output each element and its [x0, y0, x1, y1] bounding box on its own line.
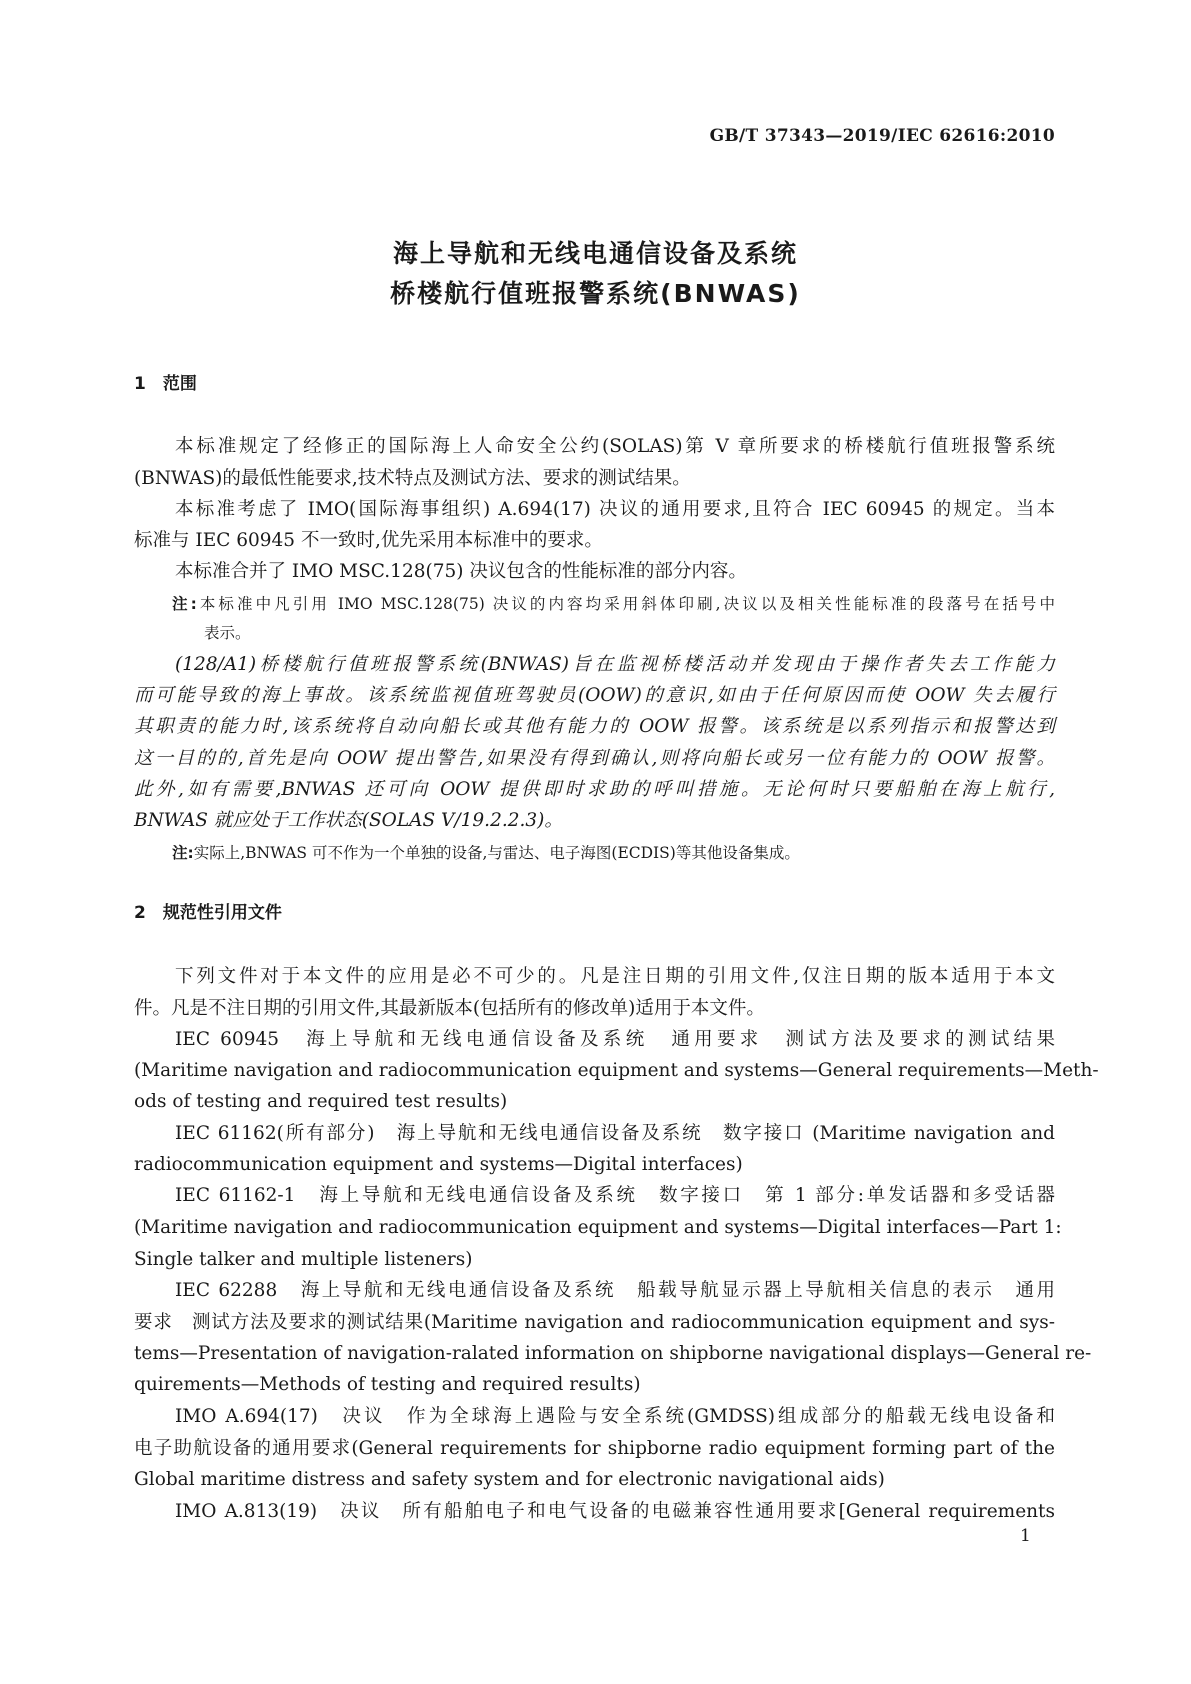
paragraph-line: [134, 1153, 743, 1177]
line-text: IMO A.813(19) 决议 所有船舶电子和电气设备的电磁兼容性通用要求[General requirements: [175, 1501, 1055, 1522]
note-line: [172, 841, 800, 865]
section-heading: [134, 901, 282, 925]
paragraph-line: [134, 1342, 1092, 1366]
paragraph-line: [134, 1059, 1099, 1083]
line-text: BNWAS 就应处于工作状态(SOLAS V/19.2.2.3)。: [134, 810, 563, 831]
paragraph-line: [134, 684, 1055, 708]
line-text: tems—Presentation of navigation-ralated information on shipborne navigational displays—General re-: [134, 1343, 1092, 1364]
line-text: (Maritime navigation and radiocommunication equipment and systems—Digital interfaces—Part 1:: [134, 1217, 1062, 1238]
note-label: 注:: [172, 844, 194, 862]
line-text: quirements—Methods of testing and required results): [134, 1374, 641, 1395]
paragraph-line: [134, 715, 1055, 739]
line-text: (BNWAS)的最低性能要求,技术特点及测试方法、要求的测试结果。: [134, 468, 691, 489]
paragraph-line: [134, 1248, 472, 1272]
paragraph-line: [175, 1500, 1055, 1524]
paragraph-line: [134, 1373, 641, 1397]
paragraph-line: [134, 1437, 1055, 1461]
paragraph-line: [175, 1122, 1055, 1146]
line-text: 表示。: [204, 624, 251, 642]
paragraph-line: [175, 498, 1055, 522]
section-heading: [134, 372, 197, 396]
line-text: 下列文件对于本文件的应用是必不可少的。凡是注日期的引用文件,仅注日期的版本适用于本文: [175, 966, 1055, 987]
line-text: 本标准规定了经修正的国际海上人命安全公约(SOLAS)第 V 章所要求的桥楼航行值班报警系统: [175, 436, 1055, 457]
note-line: [172, 592, 1055, 616]
paragraph-line: [134, 1311, 1055, 1335]
paragraph-line: [175, 1184, 1055, 1208]
line-text: IEC 61162-1 海上导航和无线电通信设备及系统 数字接口 第 1 部分:单发话器和多受话器: [175, 1185, 1055, 1206]
line-text: IMO A.694(17) 决议 作为全球海上遇险与安全系统(GMDSS)组成部分的船载无线电设备和: [175, 1406, 1055, 1427]
paragraph-line: [134, 778, 1055, 802]
line-text: IEC 60945 海上导航和无线电通信设备及系统 通用要求 测试方法及要求的测试结果: [175, 1029, 1055, 1050]
line-text: 本标准考虑了 IMO(国际海事组织) A.694(17) 决议的通用要求,且符合 IEC 60945 的规定。当本: [175, 499, 1055, 520]
paragraph-line: [134, 529, 603, 553]
line-text: IEC 61162(所有部分) 海上导航和无线电通信设备及系统 数字接口 (Maritime navigation and: [175, 1123, 1055, 1144]
line-text: 而可能导致的海上事故。该系统监视值班驾驶员(OOW)的意识,如由于任何原因而使 OOW 失去履行: [134, 685, 1055, 706]
line-text: 1 范围: [134, 374, 197, 394]
line-text: 实际上,BNWAS 可不作为一个单独的设备,与雷达、电子海图(ECDIS)等其他设备集成。: [193, 844, 800, 862]
document-title-line-2: 桥楼航行值班报警系统(BNWAS): [390, 279, 801, 308]
paragraph-line: [134, 1216, 1062, 1240]
paragraph-line: [134, 1468, 885, 1492]
paragraph-line: [134, 1090, 507, 1114]
note-label: 注:: [172, 595, 197, 613]
standard-number-header: GB/T 37343—2019/IEC 62616:2010: [709, 126, 1055, 146]
line-text: 要求 测试方法及要求的测试结果(Maritime navigation and radiocommunication equipment and sys-: [134, 1312, 1055, 1333]
paragraph-line: [134, 809, 563, 833]
line-text: Single talker and multiple listeners): [134, 1249, 473, 1270]
document-title-line-1: 海上导航和无线电通信设备及系统: [392, 239, 798, 268]
page-number: 1: [1020, 1526, 1031, 1546]
paragraph-line: [134, 747, 1055, 771]
paragraph-line: [134, 467, 691, 491]
line-text: radiocommunication equipment and systems—Digital interfaces): [134, 1154, 743, 1175]
paragraph-line: [175, 1028, 1055, 1052]
line-text: (Maritime navigation and radiocommunication equipment and systems—General requirements—Meth-: [134, 1060, 1099, 1081]
line-text: 其职责的能力时,该系统将自动向船长或其他有能力的 OOW 报警。该系统是以系列指示和报警达到: [134, 716, 1055, 737]
line-text: IEC 62288 海上导航和无线电通信设备及系统 船载导航显示器上导航相关信息的表示 通用: [175, 1280, 1055, 1301]
line-text: 电子助航设备的通用要求(General requirements for shipborne radio equipment forming part of the: [134, 1438, 1055, 1459]
line-text: 标准与 IEC 60945 不一致时,优先采用本标准中的要求。: [134, 530, 603, 551]
line-text: 件。凡是不注日期的引用文件,其最新版本(包括所有的修改单)适用于本文件。: [134, 998, 765, 1019]
line-text: 2 规范性引用文件: [134, 903, 282, 923]
line-text: (128/A1)桥楼航行值班报警系统(BNWAS)旨在监视桥楼活动并发现由于操作者失去工作能力: [175, 654, 1055, 675]
line-text: 这一目的的,首先是向 OOW 提出警告,如果没有得到确认,则将向船长或另一位有能力的 OOW 报警。: [134, 748, 1055, 769]
line-text: ods of testing and required test results): [134, 1091, 508, 1112]
paragraph-line: [175, 560, 747, 584]
paragraph-line: [134, 997, 765, 1021]
note-line: [204, 621, 251, 645]
line-text: 此外,如有需要,BNWAS 还可向 OOW 提供即时求助的呼叫措施。无论何时只要船舶在海上航行,: [134, 779, 1055, 800]
paragraph-line: [175, 1279, 1055, 1303]
line-text: 本标准合并了 IMO MSC.128(75) 决议包含的性能标准的部分内容。: [175, 561, 747, 582]
paragraph-line: [175, 1405, 1055, 1429]
line-text: Global maritime distress and safety system and for electronic navigational aids): [134, 1469, 885, 1490]
line-text: 本标准中凡引用 IMO MSC.128(75) 决议的内容均采用斜体印刷,决议以及相关性能标准的段落号在括号中: [196, 595, 1055, 613]
paragraph-line: [175, 435, 1055, 459]
paragraph-line: [175, 965, 1055, 989]
paragraph-line: [175, 653, 1055, 677]
